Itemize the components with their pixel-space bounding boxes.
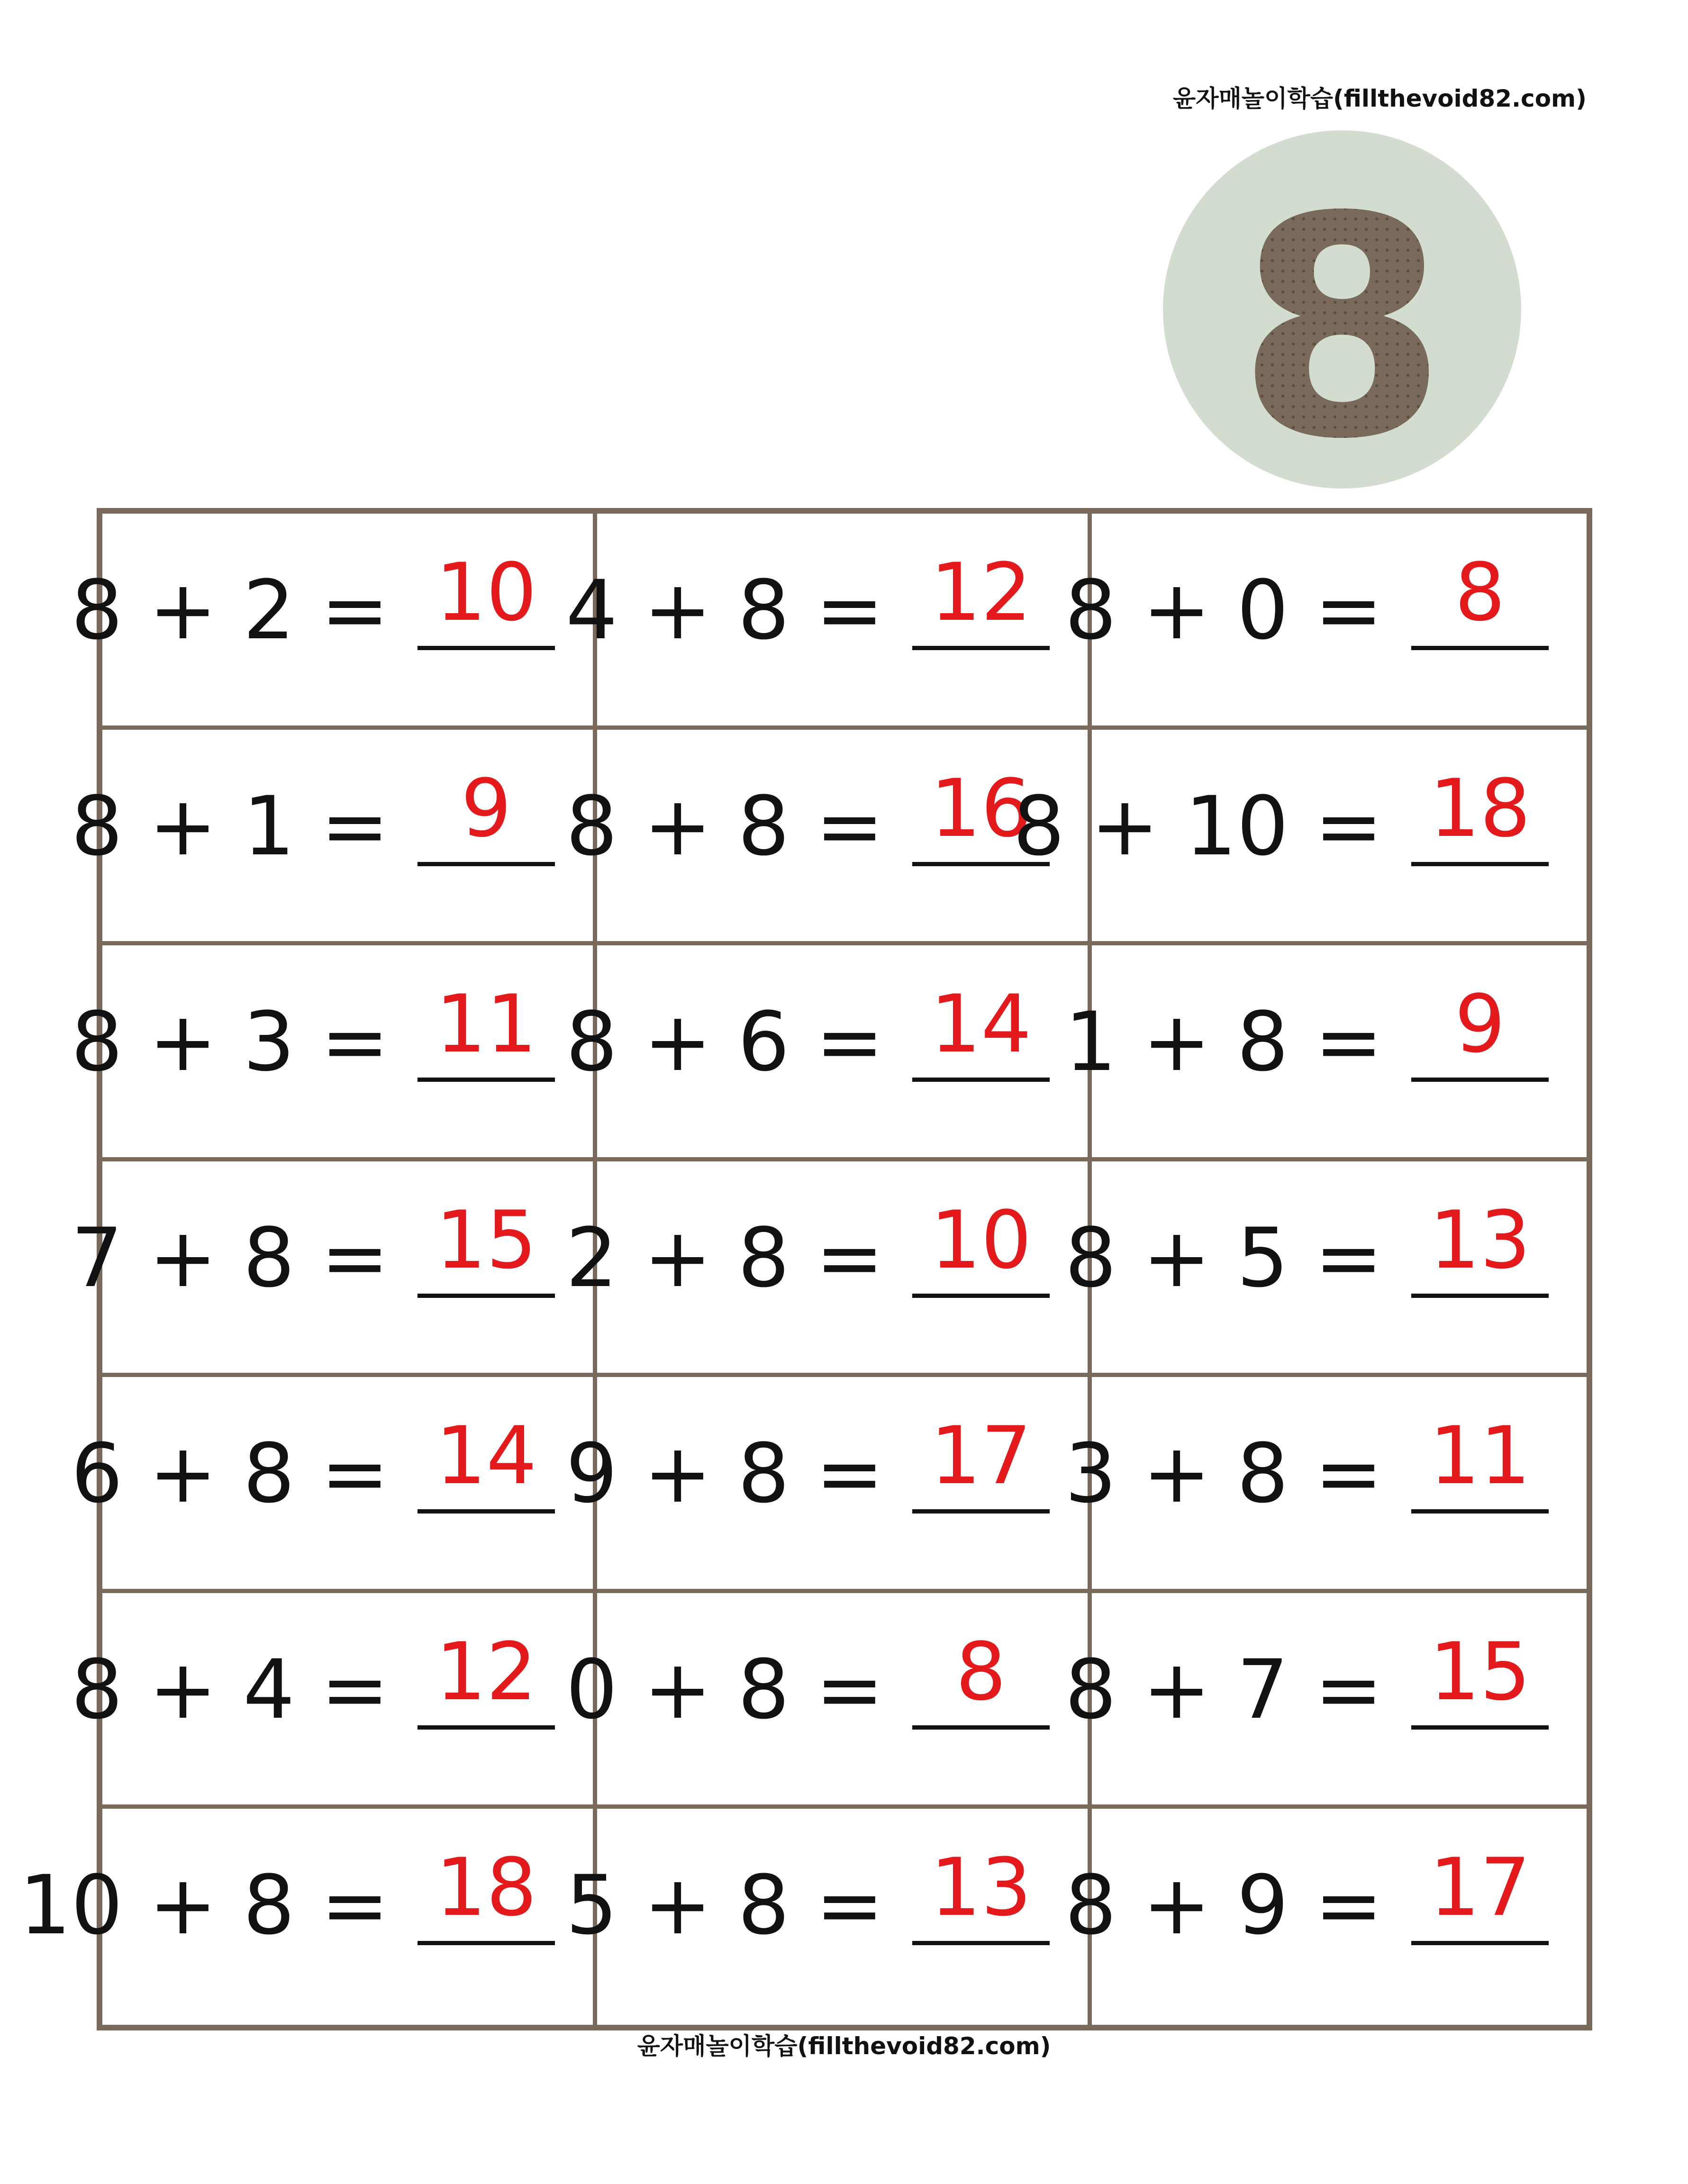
equation-text: 7 + 8 = bbox=[71, 1210, 389, 1305]
answer-text: 15 bbox=[1429, 1625, 1531, 1718]
badge-digit: 8 bbox=[1236, 152, 1448, 489]
problem-cell bbox=[1064, 945, 1587, 1161]
equation-text: 1 + 8 = bbox=[1064, 994, 1383, 1090]
site-credit-bottom: 윤자매놀이학습(fillthevoid82.com) bbox=[637, 2032, 1051, 2060]
equation-text: 8 + 6 = bbox=[565, 994, 884, 1090]
equation-text: 3 + 8 = bbox=[1064, 1426, 1383, 1522]
answer-blank-line bbox=[417, 1725, 555, 1730]
answer-blank-line bbox=[417, 1509, 555, 1513]
equation-text: 10 + 8 = bbox=[19, 1858, 389, 1953]
answer-text: 11 bbox=[436, 978, 537, 1071]
answer-text: 17 bbox=[930, 1409, 1032, 1503]
answer-text: 9 bbox=[1454, 978, 1506, 1071]
answer-blank-line bbox=[417, 646, 555, 650]
answer-text: 14 bbox=[436, 1409, 537, 1503]
answer-blank-line bbox=[417, 1078, 555, 1082]
answer-blank-line bbox=[1411, 862, 1549, 866]
answer-text: 15 bbox=[436, 1193, 537, 1287]
answer-text: 9 bbox=[461, 761, 512, 855]
problem-cell bbox=[1064, 1809, 1587, 2025]
problem-cell bbox=[1064, 1377, 1587, 1593]
answer-blank-line bbox=[912, 1725, 1050, 1730]
problem-cell bbox=[71, 514, 597, 730]
site-credit-top: 윤자매놀이학습(fillthevoid82.com) bbox=[1172, 85, 1587, 112]
answer-text: 12 bbox=[436, 1625, 537, 1718]
problem-cell bbox=[1064, 1593, 1587, 1809]
problem-cell bbox=[71, 730, 597, 946]
equation-text: 8 + 9 = bbox=[1064, 1858, 1383, 1953]
equation-text: 9 + 8 = bbox=[565, 1426, 884, 1522]
addition-worksheet-grid bbox=[19, 508, 1592, 2030]
answer-text: 8 bbox=[955, 1625, 1007, 1718]
problem-cell bbox=[1064, 1161, 1587, 1377]
answer-text: 10 bbox=[436, 546, 537, 639]
problem-cell bbox=[1013, 730, 1587, 946]
answer-blank-line bbox=[1411, 1725, 1549, 1730]
answer-blank-line bbox=[1411, 1078, 1549, 1082]
answer-text: 13 bbox=[930, 1841, 1032, 1934]
equation-text: 8 + 3 = bbox=[71, 994, 389, 1090]
equation-text: 8 + 8 = bbox=[565, 778, 884, 874]
equation-text: 8 + 2 = bbox=[71, 562, 389, 658]
answer-blank-line bbox=[417, 862, 555, 866]
number-badge-graphic bbox=[1163, 130, 1521, 489]
answer-text: 8 bbox=[1454, 546, 1506, 639]
answer-blank-line bbox=[912, 1294, 1050, 1298]
problem-cell bbox=[1064, 514, 1587, 730]
answer-blank-line bbox=[912, 646, 1050, 650]
problem-cell bbox=[565, 1809, 1092, 2025]
problem-cell bbox=[565, 1593, 1092, 1809]
number-badge bbox=[1163, 130, 1521, 489]
problem-cell bbox=[19, 1809, 597, 2025]
answer-blank-line bbox=[1411, 646, 1549, 650]
equation-text: 0 + 8 = bbox=[565, 1641, 884, 1737]
answer-text: 16 bbox=[930, 761, 1032, 855]
answer-text: 13 bbox=[1429, 1193, 1531, 1287]
problem-cell bbox=[71, 1377, 597, 1593]
equation-text: 5 + 8 = bbox=[565, 1858, 884, 1953]
answer-blank-line bbox=[417, 1941, 555, 1945]
answer-blank-line bbox=[912, 1509, 1050, 1513]
answer-text: 10 bbox=[930, 1193, 1032, 1287]
answer-text: 14 bbox=[930, 978, 1032, 1071]
problem-cell bbox=[565, 945, 1092, 1161]
equation-text: 6 + 8 = bbox=[71, 1426, 389, 1522]
answer-blank-line bbox=[1411, 1294, 1549, 1298]
equation-text: 8 + 1 = bbox=[71, 778, 389, 874]
problem-cell bbox=[71, 1593, 597, 1809]
answer-blank-line bbox=[417, 1294, 555, 1298]
problem-cell bbox=[565, 1161, 1092, 1377]
equation-text: 2 + 8 = bbox=[565, 1210, 884, 1305]
answer-blank-line bbox=[1411, 1509, 1549, 1513]
equation-text: 8 + 4 = bbox=[71, 1641, 389, 1737]
equation-text: 8 + 7 = bbox=[1064, 1641, 1383, 1737]
answer-blank-line bbox=[912, 1078, 1050, 1082]
answer-text: 18 bbox=[436, 1841, 537, 1934]
equation-text: 8 + 5 = bbox=[1064, 1210, 1383, 1305]
problem-cell bbox=[71, 945, 597, 1161]
equation-text: 4 + 8 = bbox=[565, 562, 884, 658]
answer-text: 12 bbox=[930, 546, 1032, 639]
answer-blank-line bbox=[912, 1941, 1050, 1945]
answer-text: 17 bbox=[1429, 1841, 1531, 1934]
problem-cell bbox=[71, 1161, 597, 1377]
answer-text: 18 bbox=[1429, 761, 1531, 855]
answer-blank-line bbox=[1411, 1941, 1549, 1945]
problem-cell bbox=[565, 1377, 1092, 1593]
equation-text: 8 + 0 = bbox=[1064, 562, 1383, 658]
answer-text: 11 bbox=[1429, 1409, 1531, 1503]
equation-text: 8 + 10 = bbox=[1013, 778, 1383, 874]
problem-cell bbox=[565, 514, 1092, 730]
